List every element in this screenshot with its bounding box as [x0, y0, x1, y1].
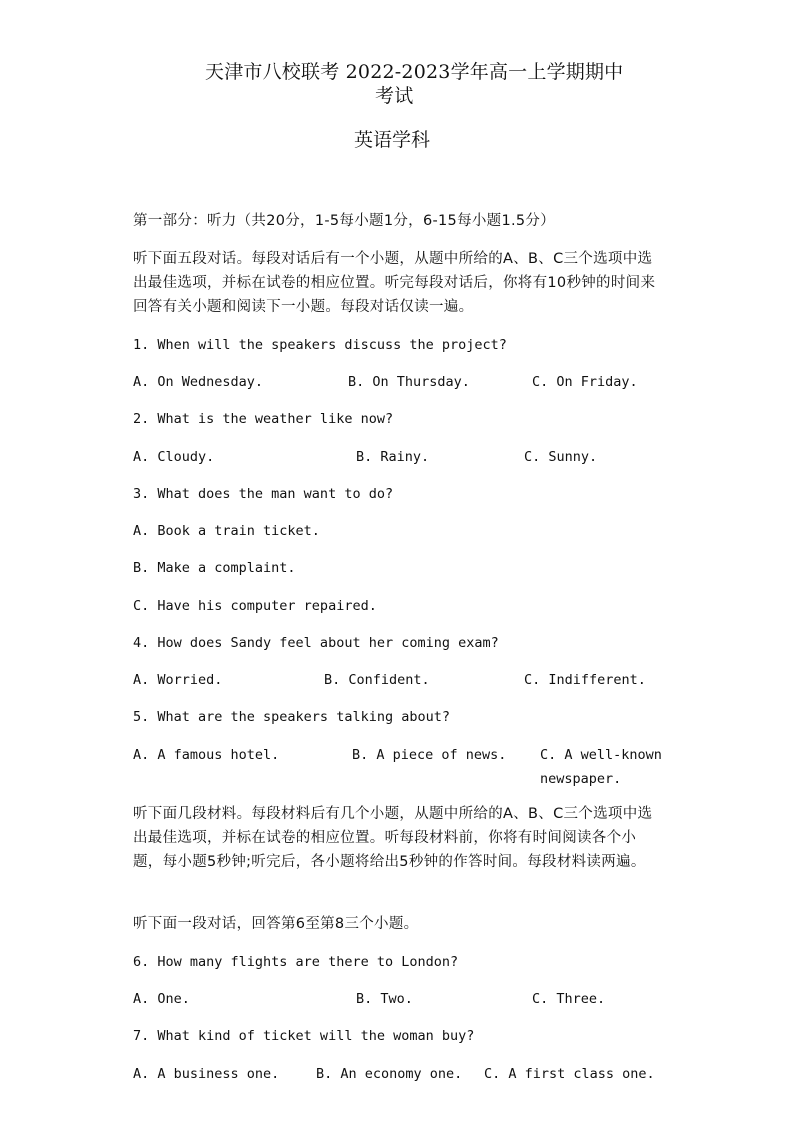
question-5-option-a: A. A famous hotel. [133, 747, 280, 763]
question-5-option-c: C. A well-known newspaper. [540, 747, 662, 787]
question-3-stem: 3. What does the man want to do? [133, 486, 394, 502]
section-heading: 第一部分：听力（共20分，1-5每小题1分，6-15每小题1.5分） [133, 213, 556, 229]
question-3-option-a: A. Book a train ticket. [133, 523, 320, 539]
question-7-option-b: B. An economy one. [316, 1066, 463, 1082]
question-7-option-c: C. A first class one. [484, 1066, 655, 1082]
question-6-option-a: A. One. [133, 991, 190, 1007]
question-5-option-b: B. A piece of news. [352, 747, 507, 763]
instructions-part-a: 听下面五段对话。每段对话后有一个小题，从题中所给的A、B、C三个选项中选出最佳选项，并标在试卷的相应位置。听完每段对话后，你将有10秒钟的时间来回答有关小题和阅读下一小题。每段对话仅读一遍。 [133, 251, 656, 315]
exam-title-line1: 天津市八校联考 2022-2023学年高一上学期期中 [205, 61, 624, 83]
question-2-option-a: A. Cloudy. [133, 449, 215, 465]
question-2-stem: 2. What is the weather like now? [133, 411, 394, 427]
subject-title: 英语学科 [354, 129, 431, 151]
question-4-stem: 4. How does Sandy feel about her coming exam? [133, 635, 499, 651]
question-1-option-a: A. On Wednesday. [133, 374, 264, 390]
question-4-option-c: C. Indifferent. [524, 672, 646, 688]
question-3-option-b: B. Make a complaint. [133, 560, 296, 576]
question-1-stem: 1. When will the speakers discuss the project? [133, 337, 507, 353]
question-5-stem: 5. What are the speakers talking about? [133, 709, 450, 725]
dialogue-note: 听下面一段对话，回答第6至第8三个小题。 [133, 916, 419, 932]
instructions-part-b: 听下面几段材料。每段材料后有几个小题，从题中所给的A、B、C三个选项中选出最佳选项，并标在试卷的相应位置。听每段材料前，你将有时间阅读各个小题，每小题5秒钟;听完后，各小题将给出5秒钟的作答时间。每段材料读两遍。 [133, 806, 653, 870]
question-6-stem: 6. How many flights are there to London? [133, 954, 459, 970]
question-2-option-c: C. Sunny. [524, 449, 598, 465]
question-1-option-c: C. On Friday. [532, 374, 638, 390]
question-2-option-b: B. Rainy. [356, 449, 430, 465]
question-6-option-b: B. Two. [356, 991, 413, 1007]
question-4-option-a: A. Worried. [133, 672, 223, 688]
question-6-option-c: C. Three. [532, 991, 606, 1007]
exam-title-line2: 考试 [375, 85, 414, 107]
question-7-stem: 7. What kind of ticket will the woman buy? [133, 1028, 475, 1044]
question-7-option-a: A. A business one. [133, 1066, 280, 1082]
question-4-option-b: B. Confident. [324, 672, 430, 688]
question-3-option-c: C. Have his computer repaired. [133, 598, 377, 614]
question-1-option-b: B. On Thursday. [348, 374, 470, 390]
